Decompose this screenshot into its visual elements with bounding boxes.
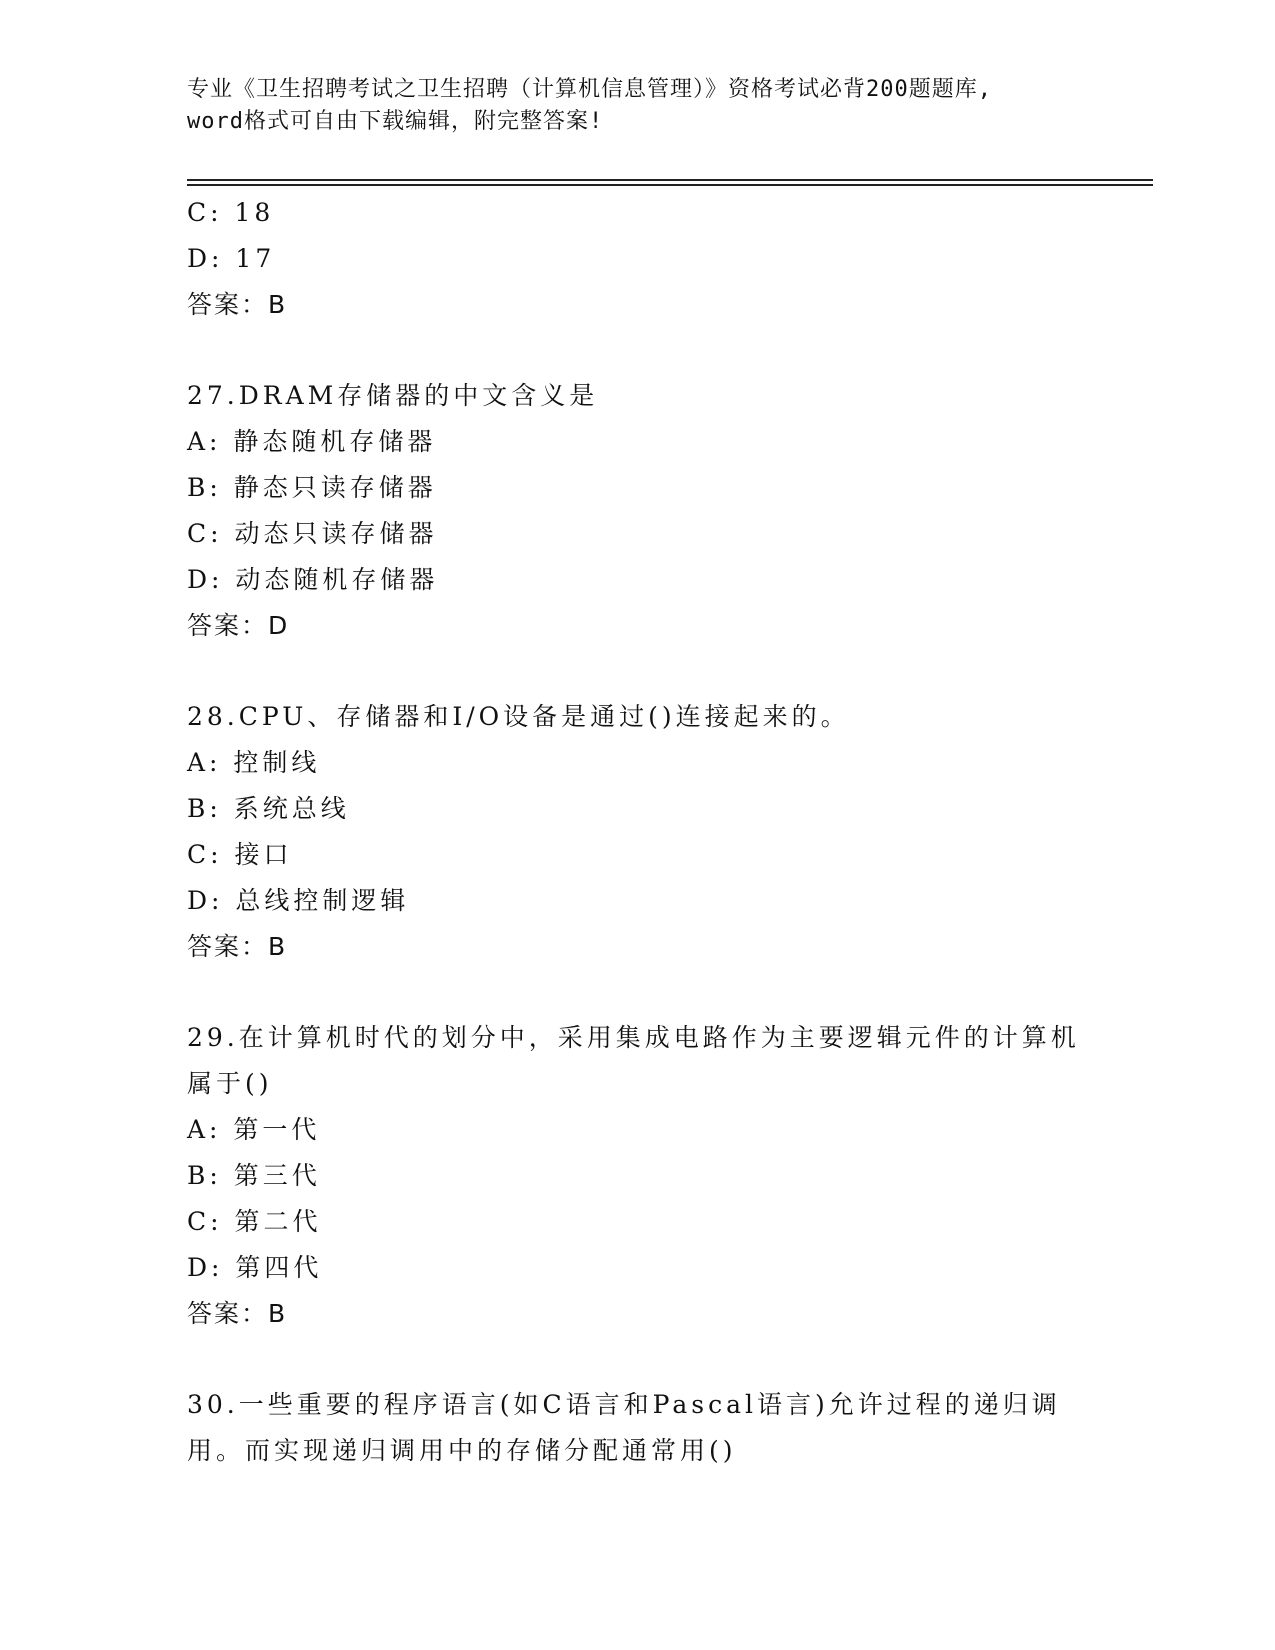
question-text-line-2: 属于() (187, 1069, 273, 1098)
page-header (187, 74, 1067, 138)
option-d: D: 第四代 (187, 1253, 323, 1282)
question-30 (187, 1382, 1087, 1474)
question-list (187, 190, 1087, 1474)
question-26-tail (187, 190, 1087, 328)
answer: 答案：D (187, 611, 290, 640)
option-c: C: 第二代 (187, 1207, 322, 1236)
question-28 (187, 694, 1087, 970)
option-b: B: 第三代 (187, 1161, 321, 1190)
question-27 (187, 373, 1087, 649)
option-d: D: 总线控制逻辑 (187, 886, 410, 915)
option-d: D: 动态随机存储器 (187, 565, 439, 594)
answer: 答案：B (187, 1299, 288, 1328)
header-rule-bottom (187, 184, 1153, 186)
header-line-1: 专业《卫生招聘考试之卫生招聘（计算机信息管理）》资格考试必背200题题库, (187, 77, 992, 102)
option-a: A: 静态随机存储器 (187, 427, 437, 456)
question-text: 28.CPU、存储器和I/O设备是通过()连接起来的。 (187, 702, 850, 731)
question-text: 27.DRAM存储器的中文含义是 (187, 381, 599, 410)
question-text-line-2: 用。而实现递归调用中的存储分配通常用() (187, 1436, 737, 1465)
option-d: D: 17 (187, 244, 276, 273)
option-c: C: 动态只读存储器 (187, 519, 438, 548)
option-b: B: 静态只读存储器 (187, 473, 437, 502)
option-b: B: 系统总线 (187, 794, 350, 823)
answer: 答案：B (187, 932, 288, 961)
option-a: A: 第一代 (187, 1115, 321, 1144)
option-a: A: 控制线 (187, 748, 321, 777)
question-text-line-1: 29.在计算机时代的划分中，采用集成电路作为主要逻辑元件的计算机 (187, 1023, 1080, 1052)
header-rule-top (187, 179, 1153, 181)
option-c: C: 接口 (187, 840, 293, 869)
header-line-2: word格式可自由下载编辑，附完整答案! (187, 109, 604, 134)
option-c: C: 18 (187, 198, 275, 227)
question-29 (187, 1015, 1087, 1337)
answer: 答案：B (187, 290, 288, 319)
question-text-line-1: 30.一些重要的程序语言(如C语言和Pascal语言)允许过程的递归调 (187, 1390, 1061, 1419)
